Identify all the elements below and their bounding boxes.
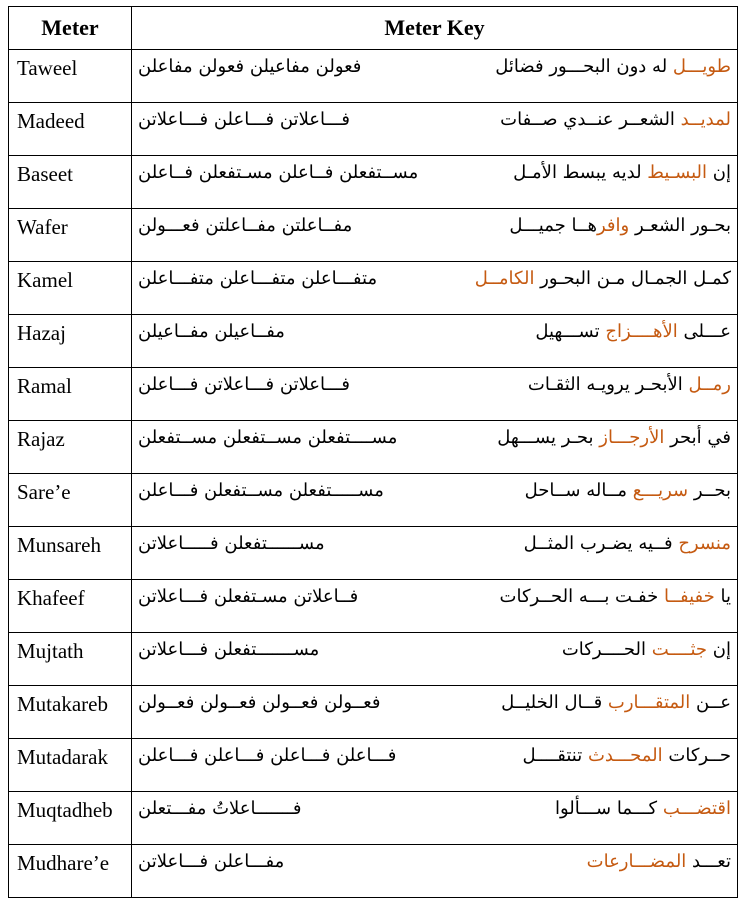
meter-pattern: متفـــاعلن متفـــاعلن متفـــاعلن — [138, 268, 378, 289]
meter-key — [132, 845, 738, 898]
table-row — [9, 156, 738, 209]
meter-key — [132, 50, 738, 103]
verse-suffix: قــال الخليــل — [501, 692, 608, 713]
table-row — [9, 686, 738, 739]
meter-pattern: مفــاعلتن مفــاعلتن فعـــولن — [138, 215, 353, 236]
meter-verse — [500, 109, 731, 130]
meter-pattern: فعولن مفاعيلن فعولن مفاعلن — [138, 56, 362, 77]
meter-verse — [555, 798, 731, 819]
table-body — [9, 50, 738, 898]
verse-suffix: فــيه يضـرب المثــل — [523, 533, 679, 554]
meter-verse — [587, 851, 731, 872]
verse-highlight: الأرجـــاز — [599, 427, 665, 448]
verse-prefix: عــن — [690, 692, 731, 713]
meter-verse — [535, 321, 731, 342]
meter-pattern: مســـــــتفعلن فـــاعلاتن — [138, 639, 320, 660]
meter-key — [132, 209, 738, 262]
meter-verse — [497, 427, 731, 448]
meter-verse — [475, 268, 731, 289]
meter-verse — [562, 639, 731, 660]
meter-key — [132, 792, 738, 845]
meter-name: Wafer — [9, 209, 132, 262]
verse-highlight: وافر — [596, 215, 630, 236]
meter-pattern: فـــــــاعلاتُ مفـــتعلن — [138, 798, 302, 819]
verse-suffix: الأبحـر يرويـه الثقـات — [527, 374, 689, 395]
meter-key — [132, 368, 738, 421]
verse-suffix: الشعــر عنــدي صــفات — [500, 109, 681, 130]
verse-prefix: كمـل الجمـال مـن البحـور — [534, 268, 731, 289]
meter-key — [132, 580, 738, 633]
meter-pattern: مســــتفعلن مســتفعلن مســتفعلن — [138, 427, 398, 448]
verse-suffix: كـــما ســـألوا — [554, 798, 663, 819]
meter-table — [8, 6, 738, 898]
verse-highlight: البسـيط — [647, 162, 708, 183]
meter-pattern: مســتفعلن فــاعلن مسـتفعلن فــاعلن — [138, 162, 419, 183]
meter-pattern: مســـــتفعلن مســتفعلن فـــاعلن — [138, 480, 384, 501]
header-meter: Meter — [9, 7, 132, 50]
table-row — [9, 368, 738, 421]
meter-verse — [523, 745, 732, 766]
verse-highlight: الكامــل — [474, 268, 535, 289]
meter-name: Baseet — [9, 156, 132, 209]
meter-pattern: فعــولن فعــولن فعــولن فعــولن — [138, 692, 381, 713]
table-row — [9, 474, 738, 527]
verse-suffix: له دون البحـــور فضائل — [495, 56, 673, 77]
header-meter-key: Meter Key — [132, 7, 738, 50]
meter-key — [132, 262, 738, 315]
verse-highlight: اقتضـــب — [662, 798, 731, 819]
meter-name: Khafeef — [9, 580, 132, 633]
meter-key — [132, 315, 738, 368]
meter-pattern: فــاعلاتن مسـتفعلن فـــاعلاتن — [138, 586, 359, 607]
meter-verse — [524, 533, 731, 554]
verse-prefix: بحــر — [688, 480, 731, 501]
verse-suffix: هــا جميـــل — [509, 215, 597, 236]
meter-verse — [528, 374, 731, 395]
table-row — [9, 50, 738, 103]
meter-key — [132, 633, 738, 686]
verse-suffix: لديه يبسط الأمـل — [513, 162, 648, 183]
verse-prefix: إن — [707, 639, 731, 660]
verse-prefix: يا — [714, 586, 731, 607]
meter-key — [132, 103, 738, 156]
meter-key — [132, 474, 738, 527]
table-row — [9, 580, 738, 633]
meter-name: Muqtadheb — [9, 792, 132, 845]
verse-highlight: المضـــارعات — [586, 851, 687, 872]
table-row — [9, 103, 738, 156]
table-row — [9, 633, 738, 686]
verse-suffix: مــاله ســاحل — [524, 480, 633, 501]
meter-verse — [509, 215, 731, 236]
verse-highlight: سريـــع — [632, 480, 689, 501]
meter-key — [132, 527, 738, 580]
meter-verse — [513, 162, 731, 183]
verse-highlight: المتقـــارب — [607, 692, 691, 713]
meter-verse — [495, 56, 731, 77]
table-row — [9, 315, 738, 368]
meter-verse — [500, 586, 731, 607]
meter-name: Mujtath — [9, 633, 132, 686]
verse-highlight: جثــــت — [651, 639, 708, 660]
meter-name: Mutadarak — [9, 739, 132, 792]
meter-pattern: مســــــتفعلن فـــــاعلاتن — [138, 533, 325, 554]
verse-suffix: تســـهيل — [535, 321, 606, 342]
meter-name: Rajaz — [9, 421, 132, 474]
verse-highlight: رمــل — [688, 374, 731, 395]
meter-verse — [525, 480, 731, 501]
verse-suffix: بحـر يســـهل — [497, 427, 600, 448]
meter-verse — [501, 692, 731, 713]
meter-key — [132, 739, 738, 792]
meter-pattern: فـــاعلاتن فـــاعلن فـــاعلاتن — [138, 109, 350, 130]
verse-suffix: الحــــركات — [561, 639, 652, 660]
meter-name: Munsareh — [9, 527, 132, 580]
table-row — [9, 262, 738, 315]
verse-highlight: خفيفــا — [663, 586, 715, 607]
verse-suffix: خفـت بـــه الحــركات — [499, 586, 664, 607]
meter-name: Madeed — [9, 103, 132, 156]
verse-suffix: تنتقــــل — [522, 745, 588, 766]
header-row — [9, 7, 738, 50]
table-row — [9, 421, 738, 474]
verse-prefix: بحـور الشعـر — [629, 215, 731, 236]
meter-pattern: مفـــاعلن فـــاعلاتن — [138, 851, 285, 872]
verse-prefix: تعـــد — [686, 851, 731, 872]
meter-key — [132, 686, 738, 739]
meter-name: Taweel — [9, 50, 132, 103]
table-row — [9, 845, 738, 898]
verse-prefix: في أبحر — [664, 427, 731, 448]
verse-highlight: المحـــدث — [587, 745, 663, 766]
verse-prefix: عـــلى — [677, 321, 731, 342]
verse-prefix: حــركات — [662, 745, 731, 766]
meter-name: Kamel — [9, 262, 132, 315]
table-row — [9, 209, 738, 262]
table-row — [9, 792, 738, 845]
meter-name: Sare’e — [9, 474, 132, 527]
verse-highlight: منسرح — [678, 533, 731, 554]
meter-name: Hazaj — [9, 315, 132, 368]
meter-pattern: مفــاعيلن مفــاعيلن — [138, 321, 285, 342]
meter-key — [132, 156, 738, 209]
table-row — [9, 739, 738, 792]
meter-pattern: فـــاعلن فـــاعلن فـــاعلن فـــاعلن — [138, 745, 397, 766]
meter-pattern: فـــاعلاتن فـــاعلاتن فـــاعلن — [138, 374, 350, 395]
verse-highlight: طويـــل — [672, 56, 731, 77]
verse-prefix: إن — [707, 162, 731, 183]
meter-name: Mudhare’e — [9, 845, 132, 898]
table-row — [9, 527, 738, 580]
meter-key — [132, 421, 738, 474]
verse-highlight: الأهــــزاج — [605, 321, 678, 342]
meter-name: Mutakareb — [9, 686, 132, 739]
meter-name: Ramal — [9, 368, 132, 421]
verse-highlight: لمديــد — [680, 109, 731, 130]
